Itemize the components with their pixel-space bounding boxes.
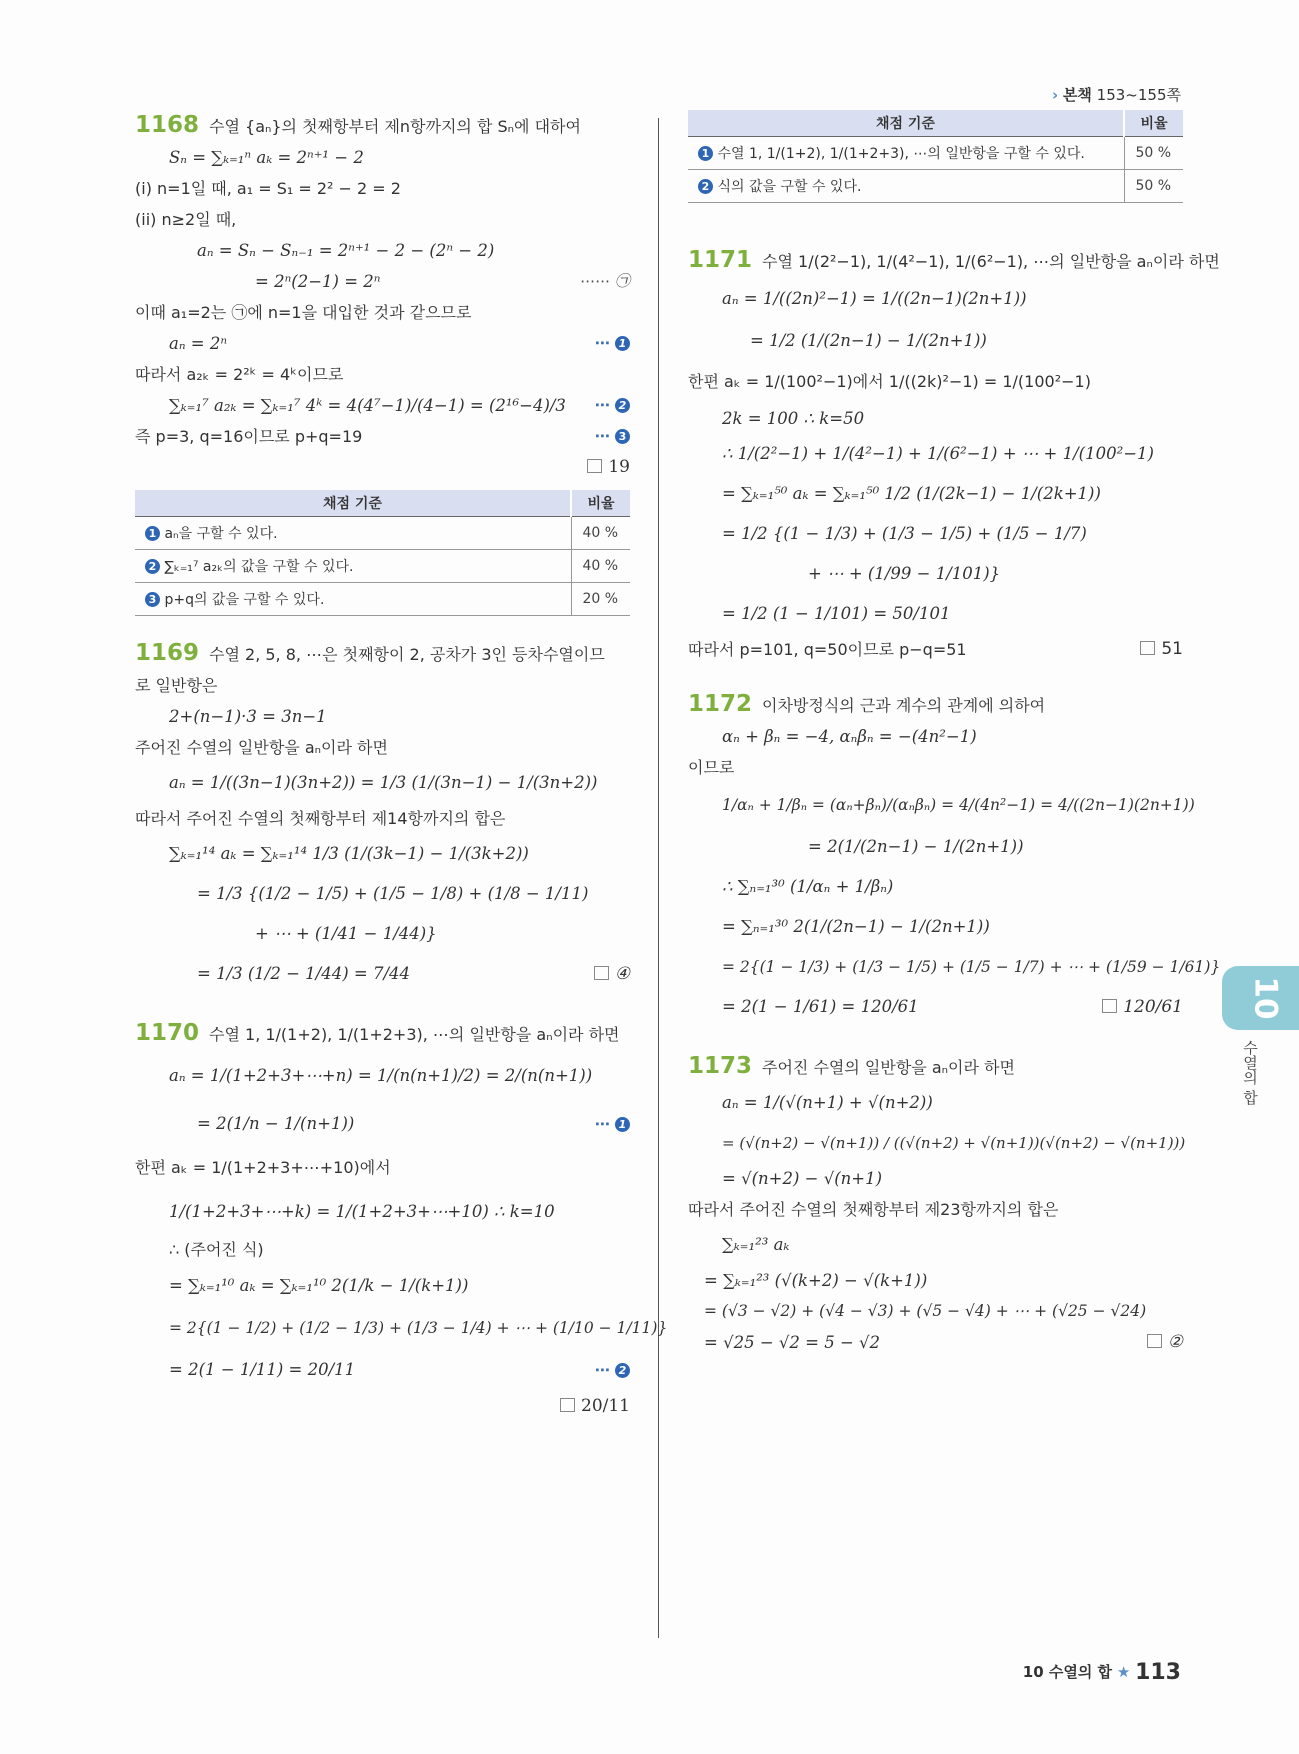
table-row bbox=[688, 137, 1183, 170]
answer-value: ④ bbox=[614, 964, 630, 984]
chapter-tab[interactable] bbox=[1222, 966, 1299, 1030]
math-line: = 1/3 (1/2 − 1/44) = 7/44 bbox=[197, 964, 411, 983]
step-marker: ⋯ 1 bbox=[595, 328, 630, 359]
table-row bbox=[135, 517, 630, 550]
scoring-table-1168 bbox=[135, 490, 630, 616]
scoring-table-1170 bbox=[688, 110, 1183, 203]
math-line: aₙ = 1/((2n)²−1) = 1/((2n−1)(2n+1)) bbox=[722, 289, 1027, 308]
page-footer bbox=[1023, 1660, 1181, 1685]
text-line: 즉 p=3, q=16이므로 p+q=19 bbox=[135, 427, 363, 446]
answer-icon bbox=[1140, 641, 1155, 655]
table-cell: 20 % bbox=[571, 583, 630, 616]
problem-1172 bbox=[688, 689, 1221, 1027]
text-line: ∴ (주어진 식) bbox=[169, 1240, 264, 1259]
answer-icon bbox=[587, 459, 602, 473]
answer bbox=[560, 1391, 630, 1422]
step-number-icon: 2 bbox=[615, 1363, 630, 1378]
math-line: = (√(n+2) − √(n+1)) / ((√(n+2) + √(n+1))(√(n+2) − √(n+1))) bbox=[722, 1134, 1186, 1152]
math-line: = ∑ₖ₌₁⁵⁰ aₖ = ∑ₖ₌₁⁵⁰ 1/2 (1/(2k−1) − 1/(2k+1)) bbox=[722, 484, 1101, 503]
footer-chapter: 10 수열의 합 bbox=[1022, 1663, 1113, 1681]
problem-number: 1169 bbox=[135, 640, 200, 666]
text-line: 수열 2, 5, 8, ⋯은 첫째항이 2, 공차가 3인 등차수열이므 bbox=[209, 645, 605, 664]
math-line: + ⋯ + (1/99 − 1/101)} bbox=[808, 564, 1001, 583]
text-line: 주어진 수열의 일반항을 aₙ이라 하면 bbox=[762, 1058, 1015, 1077]
right-column bbox=[688, 110, 1221, 1358]
book-label: 본책 bbox=[1062, 86, 1092, 104]
answer-icon bbox=[560, 1398, 575, 1412]
answer-icon bbox=[1147, 1334, 1162, 1348]
math-line: = ∑ₙ₌₁³⁰ 2(1/(2n−1) − 1/(2n+1)) bbox=[722, 917, 990, 936]
math-line: = 2{(1 − 1/2) + (1/2 − 1/3) + (1/3 − 1/4) + ⋯ + (1/10 − 1/11)} bbox=[169, 1319, 668, 1337]
step-number-icon: 1 bbox=[615, 1117, 630, 1132]
math-line: 1/(1+2+3+⋯+k) = 1/(1+2+3+⋯+10) ∴ k=10 bbox=[169, 1202, 555, 1221]
text-line: 이므로 bbox=[688, 758, 735, 777]
answer-value: 20/11 bbox=[581, 1396, 630, 1416]
table-cell: aₙ을 구할 수 있다. bbox=[164, 526, 278, 542]
math-line: = 1/3 {(1/2 − 1/5) + (1/5 − 1/8) + (1/8 − 1/11) bbox=[197, 884, 589, 903]
problem-1168 bbox=[135, 110, 630, 482]
math-line: ∑ₖ₌₁¹⁴ aₖ = ∑ₖ₌₁¹⁴ 1/3 (1/(3k−1) − 1/(3k+2)) bbox=[169, 844, 529, 863]
math-line: aₙ = Sₙ − Sₙ₋₁ = 2ⁿ⁺¹ − 2 − (2ⁿ − 2) bbox=[197, 241, 495, 260]
problem-1171 bbox=[688, 245, 1220, 665]
answer bbox=[594, 954, 630, 994]
math-line: = 1/2 (1 − 1/101) = 50/101 bbox=[722, 604, 951, 623]
text-line: 따라서 주어진 수열의 첫째항부터 제23항까지의 합은 bbox=[688, 1200, 1059, 1219]
table-cell: 식의 값을 구할 수 있다. bbox=[717, 179, 862, 195]
page-number: 113 bbox=[1135, 1660, 1181, 1685]
step-number-icon: 2 bbox=[145, 559, 160, 574]
answer-value: 19 bbox=[608, 457, 630, 477]
step-number-icon: 3 bbox=[615, 429, 630, 444]
math-line: = 2ⁿ(2−1) = 2ⁿ bbox=[255, 272, 381, 291]
step-marker: ⋯ 2 bbox=[595, 1349, 630, 1391]
answer-icon bbox=[1102, 999, 1117, 1013]
problem-1169 bbox=[135, 638, 630, 994]
math-line: = 2(1 − 1/11) = 20/11 bbox=[169, 1360, 356, 1379]
text-line: 따라서 주어진 수열의 첫째항부터 제14항까지의 합은 bbox=[135, 809, 506, 828]
text-line: 따라서 a₂ₖ = 2²ᵏ = 4ᵏ이므로 bbox=[135, 365, 344, 384]
answer-value: 51 bbox=[1161, 639, 1183, 659]
answer bbox=[1147, 1327, 1183, 1358]
step-number-icon: 1 bbox=[145, 526, 160, 541]
math-line: = 2{(1 − 1/3) + (1/3 − 1/5) + (1/5 − 1/7) + ⋯ + (1/59 − 1/61)} bbox=[722, 958, 1221, 976]
table-row bbox=[135, 583, 630, 616]
math-line: aₙ = 2ⁿ bbox=[169, 334, 228, 353]
text-line: 따라서 p=101, q=50이므로 p−q=51 bbox=[688, 640, 967, 659]
step-number-icon: 1 bbox=[698, 146, 713, 161]
chapter-number: 10 bbox=[1247, 976, 1284, 1020]
answer bbox=[1140, 634, 1183, 665]
table-cell: 40 % bbox=[571, 517, 630, 550]
text-line: 주어진 수열의 일반항을 aₙ이라 하면 bbox=[135, 738, 388, 757]
math-line: 2+(n−1)·3 = 3n−1 bbox=[169, 707, 327, 726]
math-line: aₙ = 1/(√(n+1) + √(n+2)) bbox=[722, 1093, 933, 1112]
math-line: = ∑ₖ₌₁²³ (√(k+2) − √(k+1)) bbox=[704, 1271, 928, 1290]
math-line: = 1/2 (1/(2n−1) − 1/(2n+1)) bbox=[750, 331, 987, 350]
equation-tag: ⋯⋯ ㉠ bbox=[580, 272, 630, 290]
table-header: 비율 bbox=[571, 490, 630, 517]
step-marker: ⋯ 1 bbox=[595, 1102, 630, 1146]
text-line: (ii) n≥2일 때, bbox=[135, 210, 237, 229]
table-cell: p+q의 값을 구할 수 있다. bbox=[164, 592, 325, 608]
step-marker: ⋯ 2 bbox=[595, 390, 630, 421]
math-line: ∴ 1/(2²−1) + 1/(4²−1) + 1/(6²−1) + ⋯ + 1/(100²−1) bbox=[722, 444, 1154, 463]
problem-1170 bbox=[135, 1018, 668, 1427]
math-line: = √25 − √2 = 5 − √2 bbox=[704, 1333, 881, 1352]
text-line: 수열 1, 1/(1+2), 1/(1+2+3), ⋯의 일반항을 aₙ이라 하면 bbox=[209, 1025, 620, 1044]
column-divider bbox=[658, 118, 659, 1638]
problem-number: 1171 bbox=[688, 247, 753, 273]
math-line: = √(n+2) − √(n+1) bbox=[722, 1169, 883, 1188]
answer bbox=[1102, 987, 1183, 1027]
left-column bbox=[135, 110, 668, 1427]
math-line: Sₙ = ∑ₖ₌₁ⁿ aₖ = 2ⁿ⁺¹ − 2 bbox=[169, 148, 364, 167]
answer-value: 120/61 bbox=[1123, 997, 1183, 1017]
math-line: = 1/2 {(1 − 1/3) + (1/3 − 1/5) + (1/5 − 1/7) bbox=[722, 524, 1087, 543]
problem-number: 1168 bbox=[135, 112, 200, 138]
answer-value: ② bbox=[1167, 1332, 1183, 1352]
table-cell: 40 % bbox=[571, 550, 630, 583]
math-line: = (√3 − √2) + (√4 − √3) + (√5 − √4) + ⋯ + (√25 − √24) bbox=[704, 1302, 1147, 1320]
table-header: 채점 기준 bbox=[688, 110, 1124, 137]
table-cell: 50 % bbox=[1124, 170, 1183, 203]
problem-1173 bbox=[688, 1051, 1186, 1358]
text-line: 한편 aₖ = 1/(1+2+3+⋯+10)에서 bbox=[135, 1158, 391, 1177]
step-number-icon: 1 bbox=[615, 336, 630, 351]
page-range: 153~155쪽 bbox=[1096, 86, 1181, 104]
step-marker: ⋯ 3 bbox=[595, 421, 630, 452]
math-line: 2k = 100 ∴ k=50 bbox=[722, 409, 865, 428]
table-cell: 수열 1, 1/(1+2), 1/(1+2+3), ⋯의 일반항을 구할 수 있다. bbox=[717, 146, 1085, 162]
text-line: (i) n=1일 때, a₁ = S₁ = 2² − 2 = 2 bbox=[135, 179, 401, 198]
math-line: ∴ ∑ₙ₌₁³⁰ (1/αₙ + 1/βₙ) bbox=[722, 877, 894, 896]
math-line: ∑ₖ₌₁²³ aₖ bbox=[722, 1235, 790, 1254]
answer bbox=[587, 452, 630, 483]
text-line: 수열 1/(2²−1), 1/(4²−1), 1/(6²−1), ⋯의 일반항을 aₙ이라 하면 bbox=[762, 252, 1220, 271]
step-number-icon: 2 bbox=[698, 179, 713, 194]
text-line: 수열 {aₙ}의 첫째항부터 제n항까지의 합 Sₙ에 대하여 bbox=[209, 117, 581, 136]
math-line: αₙ + βₙ = −4, αₙβₙ = −(4n²−1) bbox=[722, 727, 977, 746]
step-number-icon: 2 bbox=[615, 398, 630, 413]
answer-icon bbox=[594, 966, 609, 980]
step-number-icon: 3 bbox=[145, 592, 160, 607]
table-header: 채점 기준 bbox=[135, 490, 571, 517]
problem-number: 1172 bbox=[688, 691, 753, 717]
text-line: 로 일반항은 bbox=[135, 676, 218, 695]
math-line: = 2(1/n − 1/(n+1)) bbox=[197, 1114, 355, 1133]
problem-number: 1173 bbox=[688, 1053, 753, 1079]
math-line: + ⋯ + (1/41 − 1/44)} bbox=[255, 924, 437, 943]
arrow-icon: › bbox=[1051, 86, 1059, 104]
text-line: 한편 aₖ = 1/(100²−1)에서 1/((2k)²−1) = 1/(100²−1) bbox=[688, 372, 1091, 391]
chapter-side-title: 수열의 합 bbox=[1241, 1040, 1259, 1105]
math-line: aₙ = 1/(1+2+3+⋯+n) = 1/(n(n+1)/2) = 2/(n(n+1)) bbox=[169, 1066, 593, 1085]
page-header bbox=[1052, 84, 1181, 105]
math-line: = 2(1 − 1/61) = 120/61 bbox=[722, 997, 919, 1016]
math-line: = ∑ₖ₌₁¹⁰ aₖ = ∑ₖ₌₁¹⁰ 2(1/k − 1/(k+1)) bbox=[169, 1276, 469, 1295]
math-line: ∑ₖ₌₁⁷ a₂ₖ = ∑ₖ₌₁⁷ 4ᵏ = 4(4⁷−1)/(4−1) = (2¹⁶−4)/3 bbox=[169, 396, 566, 415]
math-line: 1/αₙ + 1/βₙ = (αₙ+βₙ)/(αₙβₙ) = 4/(4n²−1) = 4/((2n−1)(2n+1)) bbox=[722, 796, 1195, 814]
math-line: = 2(1/(2n−1) − 1/(2n+1)) bbox=[808, 837, 1024, 856]
table-cell: ∑ₖ₌₁⁷ a₂ₖ의 값을 구할 수 있다. bbox=[164, 559, 354, 575]
problem-number: 1170 bbox=[135, 1020, 200, 1046]
text-line: 이때 a₁=2는 ㉠에 n=1을 대입한 것과 같으므로 bbox=[135, 303, 472, 322]
table-cell: 50 % bbox=[1124, 137, 1183, 170]
table-row bbox=[688, 170, 1183, 203]
math-line: aₙ = 1/((3n−1)(3n+2)) = 1/3 (1/(3n−1) − 1/(3n+2)) bbox=[169, 773, 598, 792]
text-line: 이차방정식의 근과 계수의 관계에 의하여 bbox=[762, 696, 1046, 715]
table-row bbox=[135, 550, 630, 583]
star-icon: ★ bbox=[1116, 1663, 1131, 1681]
table-header: 비율 bbox=[1124, 110, 1183, 137]
